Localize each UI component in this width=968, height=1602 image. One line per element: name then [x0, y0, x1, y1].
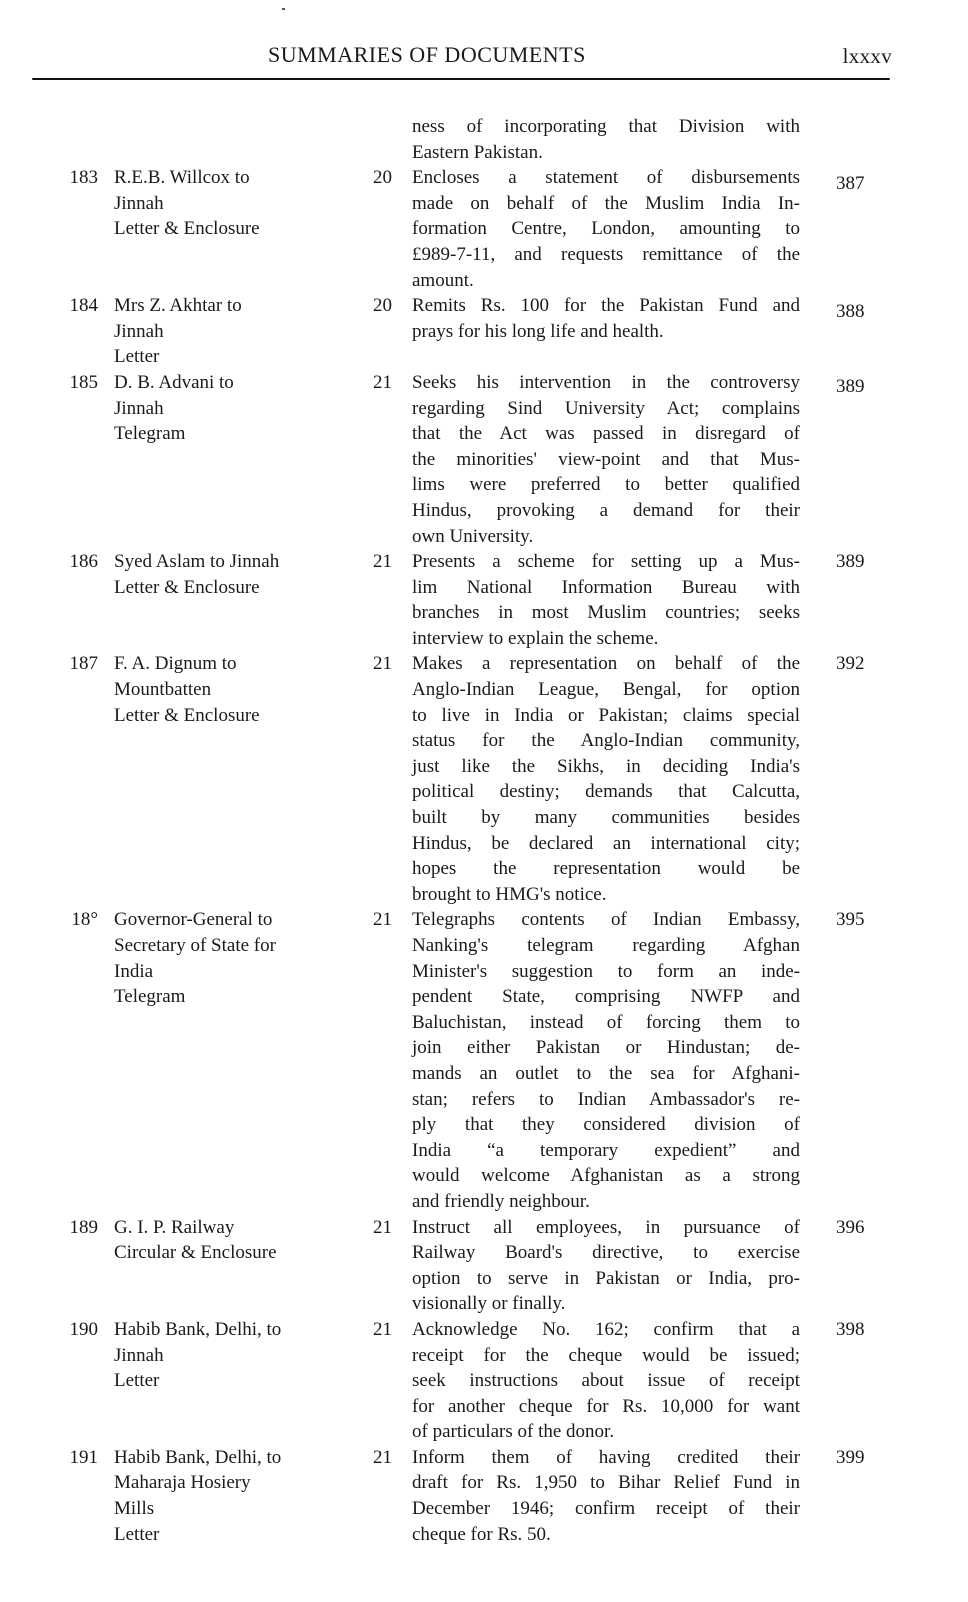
- entry-number: 186: [69, 551, 98, 573]
- entry-date: 21: [373, 551, 392, 573]
- entry-summary: Remits Rs. 100 for the Pakistan Fund and prays for his long life and health.: [412, 295, 800, 342]
- entry-186: [0, 549, 968, 651]
- entry-184: [0, 293, 968, 370]
- entry-summary: Acknowledge No. 162; confirm that a receipt for the cheque would be issued; seek instructions about issue of receipt for another cheque for Rs. 10,000 for want of particulars of the donor.: [412, 1318, 800, 1443]
- entry-summary: Makes a representation on behalf of the Anglo-Indian League, Bengal, for option to live in India or Pakistan; claims special status for the Anglo-Indian community, just like the Sikhs, in deciding India's political destiny; demands that Calcutta, built by many communities besides Hindus, be declared an international city; hopes the representation would be brought to HMG's notice.: [412, 653, 800, 905]
- entry-189: [0, 1215, 968, 1317]
- entry-number: 185: [69, 371, 98, 393]
- entry-number: 191: [69, 1446, 98, 1468]
- entry-page: 395: [836, 909, 865, 931]
- entry-correspondents: Habib Bank, Delhi, to Maharaja Hosiery Mills Letter: [114, 1446, 282, 1545]
- entry-number: 18°: [71, 909, 98, 931]
- entry-page: 389: [836, 551, 865, 573]
- entry-summary: Seeks his intervention in the controversy regarding Sind University Act; complains that the Act was passed in disregard of the minorities' view-point and that Mus- lims were preferred to better qualified Hindus, provoking a demand for their own University.: [412, 371, 800, 547]
- page-header: [32, 38, 892, 78]
- entry-correspondents: D. B. Advani to Jinnah Telegram: [114, 371, 234, 445]
- entry-page: 392: [836, 653, 865, 675]
- entry-185: [0, 370, 968, 549]
- entry-page: 398: [836, 1318, 865, 1340]
- entry-summary: Telegraphs contents of Indian Embassy, Nanking's telegram regarding Afghan Minister's suggestion to form an inde- pendent State, comprising NWFP and Baluchistan, instead of forcing them to join either Pakistan or Hindustan; de- mands an outlet to the sea for Afghani- stan; refers to Indian Ambassador's re- ply that they considered division of India “a temporary expedient” and would welcome Afghanistan as a strong and friendly neighbour.: [412, 909, 800, 1212]
- entry-page: 396: [836, 1216, 865, 1238]
- entry-number: 183: [69, 167, 98, 189]
- entry-correspondents: R.E.B. Willcox to Jinnah Letter & Enclosure: [114, 167, 260, 240]
- continued-entry: [0, 114, 968, 165]
- entry-summary: ness of incorporating that Division with Eastern Pakistan.: [412, 116, 800, 163]
- entry-date: 21: [373, 909, 392, 931]
- entry-page: 388: [836, 301, 865, 323]
- entry-summary: Presents a scheme for setting up a Mus- lim National Information Bureau with branches in most Muslim countries; seeks interview to explain the scheme.: [412, 551, 800, 649]
- entry-date: 20: [373, 295, 392, 317]
- entry-190: [0, 1317, 968, 1445]
- page-number: lxxxv: [842, 44, 892, 68]
- entry-correspondents: F. A. Dignum to Mountbatten Letter & Enclosure: [114, 653, 260, 726]
- entry-date: 21: [373, 371, 392, 393]
- entry-date: 21: [373, 1318, 392, 1340]
- running-title: SUMMARIES OF DOCUMENTS: [268, 42, 586, 67]
- header-rule: [32, 78, 890, 80]
- entry-page: 399: [836, 1446, 865, 1468]
- entry-page: 389: [836, 375, 865, 397]
- entry-188: [0, 907, 968, 1214]
- entry-date: 20: [373, 167, 392, 189]
- entry-correspondents: Mrs Z. Akhtar to Jinnah Letter: [114, 295, 242, 368]
- entry-correspondents: Habib Bank, Delhi, to Jinnah Letter: [114, 1318, 282, 1392]
- entry-number: 190: [69, 1318, 98, 1340]
- entry-date: 21: [373, 653, 392, 675]
- document-summaries-list: [0, 114, 968, 1547]
- entry-number: 189: [69, 1216, 98, 1238]
- entry-correspondents: Governor-General to Secretary of State for India Telegram: [114, 909, 276, 1008]
- entry-date: 21: [373, 1216, 392, 1238]
- entry-date: 21: [373, 1446, 392, 1468]
- entry-page: 387: [836, 173, 865, 195]
- entry-187: [0, 651, 968, 907]
- scan-speck: [282, 8, 285, 10]
- entry-number: 187: [69, 653, 98, 675]
- entry-correspondents: G. I. P. Railway Circular & Enclosure: [114, 1216, 277, 1264]
- entry-summary: Encloses a statement of disbursements made on behalf of the Muslim India In- formation Centre, London, amounting to £989-7-11, and requests remittance of the amount.: [412, 167, 800, 291]
- entry-summary: Inform them of having credited their draft for Rs. 1,950 to Bihar Relief Fund in December 1946; confirm receipt of their cheque for Rs. 50.: [412, 1446, 800, 1545]
- entry-183: [0, 165, 968, 293]
- entry-summary: Instruct all employees, in pursuance of Railway Board's directive, to exercise option to serve in Pakistan or India, pro- visionally or finally.: [412, 1216, 800, 1315]
- entry-number: 184: [69, 295, 98, 317]
- entry-191: [0, 1445, 968, 1547]
- entry-correspondents: Syed Aslam to Jinnah Letter & Enclosure: [114, 551, 280, 598]
